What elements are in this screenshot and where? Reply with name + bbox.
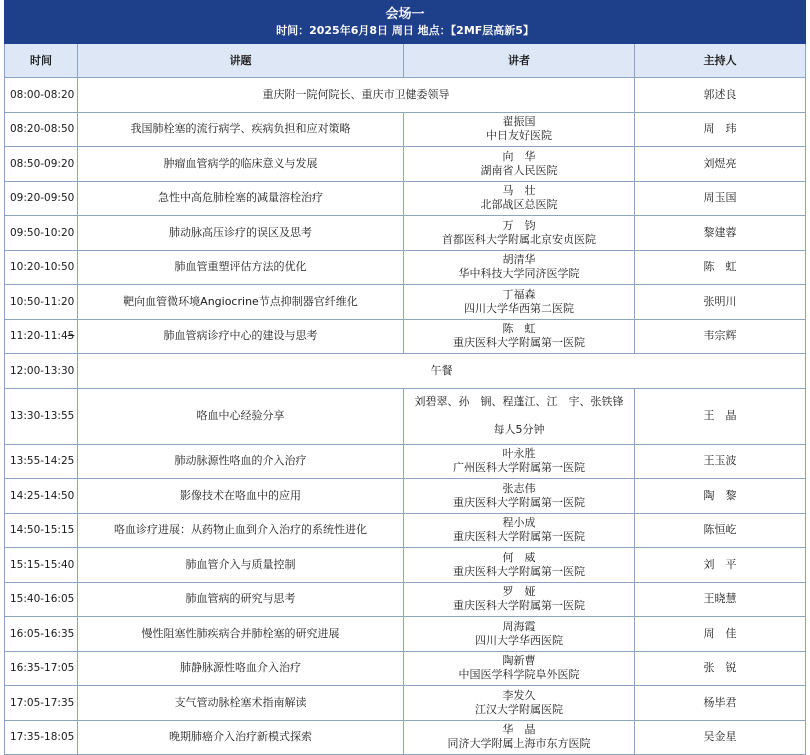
speaker-org: 重庆医科大学附属第一医院	[453, 495, 585, 509]
speaker-note: 每人5分钟	[493, 423, 545, 436]
time-cell: 13:30-13:55	[5, 388, 78, 444]
speaker-org: 首都医科大学附属北京安贞医院	[442, 232, 596, 246]
lunch-cell: 午餐	[78, 354, 806, 389]
topic-cell: 急性中高危肺栓塞的减量溶栓治疗	[78, 181, 404, 216]
table-row	[5, 617, 806, 652]
speaker-name: 张志伟	[502, 481, 536, 495]
speaker-cell	[404, 582, 635, 617]
speaker-name: 叶永胜	[502, 447, 536, 461]
time-cell: 13:55-14:25	[5, 444, 78, 479]
venue-subtitle: 时间：2025年6月8日 周日 地点：【2MF层高新5】	[276, 23, 534, 37]
time-cell: 08:00-08:20	[5, 78, 78, 113]
host-cell: 王玉波	[635, 444, 806, 479]
time-cell	[5, 319, 78, 354]
speaker-org: 重庆医科大学附属第一医院	[453, 336, 585, 350]
table-row	[5, 388, 806, 444]
speaker-cell	[404, 686, 635, 721]
topic-cell: 肺动脉高压诊疗的误区及思考	[78, 216, 404, 251]
time-text: 11:20-11:4	[10, 330, 68, 343]
time-cell: 10:20-10:50	[5, 250, 78, 285]
speaker-org: 四川大学华西第二医院	[464, 301, 574, 315]
table-row	[5, 250, 806, 285]
speaker-cell	[404, 388, 635, 444]
speaker-org: 北部战区总医院	[480, 198, 558, 212]
speaker-org: 四川大学华西医院	[475, 633, 563, 647]
speaker-cell	[404, 250, 635, 285]
host-cell: 吴金星	[635, 720, 806, 755]
host-cell: 陈 虹	[635, 250, 806, 285]
time-text-struck: 5	[67, 330, 75, 343]
host-cell: 王晓慧	[635, 582, 806, 617]
time-cell: 14:50-15:15	[5, 513, 78, 548]
topic-cell: 支气管动脉栓塞术指南解读	[78, 686, 404, 721]
speaker-cell	[404, 720, 635, 755]
topic-cell: 肺静脉源性咯血介入治疗	[78, 651, 404, 686]
table-row	[5, 112, 806, 147]
schedule-table	[4, 0, 806, 755]
host-cell: 陶 黎	[635, 479, 806, 514]
speaker-cell	[404, 216, 635, 251]
table-row	[5, 181, 806, 216]
speaker-name: 胡清华	[502, 253, 536, 267]
topic-cell: 肺血管介入与质量控制	[78, 548, 404, 583]
speaker-org: 中日友好医院	[486, 129, 552, 143]
speaker-name: 马 壮	[502, 184, 536, 198]
speaker-cell	[404, 147, 635, 182]
table-row	[5, 78, 806, 113]
topic-cell: 重庆附一院何院长、重庆市卫健委领导	[78, 78, 635, 113]
table-row	[5, 651, 806, 686]
speaker-cell	[404, 513, 635, 548]
host-cell: 周玉国	[635, 181, 806, 216]
table-row	[5, 319, 806, 354]
header-speaker: 讲者	[404, 44, 635, 78]
speaker-cell	[404, 651, 635, 686]
time-cell: 10:50-11:20	[5, 285, 78, 320]
speaker-org: 江汉大学附属医院	[475, 702, 563, 716]
host-cell: 周 佳	[635, 617, 806, 652]
speaker-name: 程小成	[502, 516, 536, 530]
time-cell: 15:40-16:05	[5, 582, 78, 617]
topic-cell: 慢性阻塞性肺疾病合并肺栓塞的研究进展	[78, 617, 404, 652]
host-cell: 黎建蓉	[635, 216, 806, 251]
host-cell: 张明川	[635, 285, 806, 320]
time-cell: 16:05-16:35	[5, 617, 78, 652]
topic-cell: 靶向血管微环境Angiocrine节点抑制器官纤维化	[78, 285, 404, 320]
speaker-org: 重庆医科大学附属第一医院	[453, 564, 585, 578]
venue-banner	[5, 1, 806, 44]
topic-cell: 影像技术在咯血中的应用	[78, 479, 404, 514]
speaker-name: 丁福森	[502, 287, 536, 301]
table-row	[5, 354, 806, 389]
speaker-names: 刘碧翠、孙 锎、程蓬江、江 宇、张铁锋	[414, 395, 624, 408]
host-cell: 张 锐	[635, 651, 806, 686]
speaker-name: 周海霞	[502, 619, 536, 633]
speaker-org: 重庆医科大学附属第一医院	[453, 530, 585, 544]
table-row	[5, 216, 806, 251]
table-row	[5, 444, 806, 479]
speaker-cell	[404, 181, 635, 216]
host-cell: 陈恒屹	[635, 513, 806, 548]
speaker-name: 翟振国	[502, 115, 536, 129]
speaker-name: 华 晶	[502, 723, 536, 737]
speaker-cell	[404, 444, 635, 479]
speaker-org: 湖南省人民医院	[480, 163, 558, 177]
speaker-org: 重庆医科大学附属第一医院	[453, 599, 585, 613]
time-cell: 08:20-08:50	[5, 112, 78, 147]
host-cell: 杨毕君	[635, 686, 806, 721]
speaker-cell	[404, 479, 635, 514]
table-row	[5, 686, 806, 721]
speaker-cell	[404, 112, 635, 147]
topic-cell: 肺动脉源性咯血的介入治疗	[78, 444, 404, 479]
column-header-row	[5, 44, 806, 78]
topic-cell: 我国肺栓塞的流行病学、疾病负担和应对策略	[78, 112, 404, 147]
table-row	[5, 479, 806, 514]
speaker-name: 陈 虹	[502, 322, 536, 336]
topic-cell: 肺血管病诊疗中心的建设与思考	[78, 319, 404, 354]
host-cell: 王 晶	[635, 388, 806, 444]
speaker-name: 何 威	[502, 550, 536, 564]
venue-title: 会场一	[385, 6, 425, 22]
speaker-cell	[404, 548, 635, 583]
time-cell: 12:00-13:30	[5, 354, 78, 389]
topic-cell: 肿瘤血管病学的临床意义与发展	[78, 147, 404, 182]
topic-cell: 咯血中心经验分享	[78, 388, 404, 444]
speaker-cell	[404, 319, 635, 354]
speaker-cell	[404, 285, 635, 320]
time-cell: 17:05-17:35	[5, 686, 78, 721]
host-cell: 刘 平	[635, 548, 806, 583]
speaker-org: 广州医科大学附属第一医院	[453, 461, 585, 475]
host-cell: 刘煜亮	[635, 147, 806, 182]
host-cell: 周 玮	[635, 112, 806, 147]
header-topic: 讲题	[78, 44, 404, 78]
topic-cell: 咯血诊疗进展：从药物止血到介入治疗的系统性进化	[78, 513, 404, 548]
speaker-name: 陶新曹	[502, 654, 536, 668]
time-cell: 09:50-10:20	[5, 216, 78, 251]
topic-cell: 晚期肺癌介入治疗新模式探索	[78, 720, 404, 755]
table-row	[5, 548, 806, 583]
time-cell: 17:35-18:05	[5, 720, 78, 755]
speaker-name: 万 钧	[502, 218, 536, 232]
speaker-org: 华中科技大学同济医学院	[458, 267, 580, 281]
topic-cell: 肺血管病的研究与思考	[78, 582, 404, 617]
speaker-org: 中国医学科学院阜外医院	[458, 668, 580, 682]
header-time: 时间	[5, 44, 78, 78]
time-cell: 14:25-14:50	[5, 479, 78, 514]
header-host: 主持人	[635, 44, 806, 78]
host-cell: 郭述良	[635, 78, 806, 113]
speaker-name: 向 华	[502, 149, 536, 163]
table-row	[5, 720, 806, 755]
speaker-org: 同济大学附属上海市东方医院	[447, 737, 591, 751]
topic-cell: 肺血管重塑评估方法的优化	[78, 250, 404, 285]
time-cell: 16:35-17:05	[5, 651, 78, 686]
time-cell: 15:15-15:40	[5, 548, 78, 583]
speaker-cell	[404, 617, 635, 652]
host-cell: 韦宗辉	[635, 319, 806, 354]
table-row	[5, 513, 806, 548]
time-cell: 08:50-09:20	[5, 147, 78, 182]
speaker-name: 李发久	[502, 688, 536, 702]
table-row	[5, 285, 806, 320]
time-cell: 09:20-09:50	[5, 181, 78, 216]
table-row	[5, 147, 806, 182]
speaker-name: 罗 娅	[502, 585, 536, 599]
table-row	[5, 582, 806, 617]
